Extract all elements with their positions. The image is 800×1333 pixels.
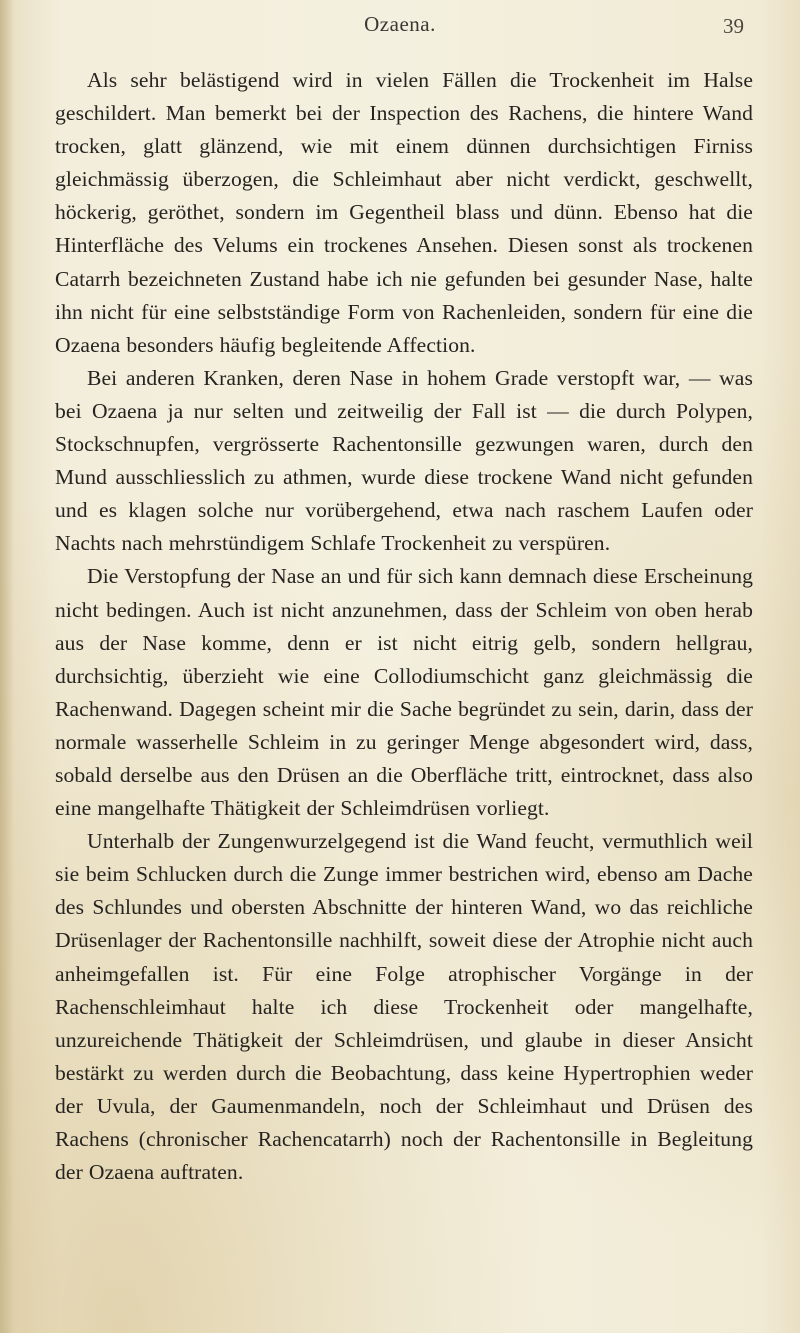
running-title: Ozaena.: [364, 12, 436, 36]
paragraph-3: Die Verstopfung der Nase an und für sich kann demnach diese Erscheinung nicht bedingen. Auch ist nicht anzunehmen, dass der Schleim von oben herab aus der Nase komme, denn er ist nicht eitrig gelb, sondern hellgrau, durchsichtig, überzieht wie eine Collodiumschicht ganz gleichmässig die Rachenwand. Dagegen scheint mir die Sache begründet zu sein, darin, dass der normale wasserhelle Schleim in zu geringer Menge abgesondert wird, dass, sobald derselbe aus den Drüsen an die Oberfläche tritt, eintrocknet, dass also eine mangelhafte Thätigkeit der Schleimdrüsen vorliegt.: [55, 564, 753, 821]
page-number: 39: [723, 14, 744, 38]
body-text: [55, 64, 753, 1189]
paragraph-2: Bei anderen Kranken, deren Nase in hohem Grade verstopft war, — was bei Ozaena ja nur selten und zeitweilig der Fall ist — die durch Polypen, Stockschnupfen, vergrösserte Rachentonsille gezwungen waren, durch den Mund ausschliesslich zu athmen, wurde diese trockene Wand nicht gefunden und es klagen solche nur vorübergehend, etwa nach raschem Laufen oder Nachts nach mehrstündigem Schlafe Trockenheit zu verspüren.: [55, 365, 753, 556]
paragraph-1: Als sehr belästigend wird in vielen Fällen die Trockenheit im Halse geschildert. Man bemerkt bei der Inspection des Rachens, die hintere Wand trocken, glatt glänzend, wie mit einem dünnen durchsichtigen Firniss gleichmässig überzogen, die Schleimhaut aber nicht verdickt, geschwellt, höckerig, geröthet, sondern im Gegentheil blass und dünn. Ebenso hat die Hinterfläche des Velums ein trockenes Ansehen. Diesen sonst als trockenen Catarrh bezeichneten Zustand habe ich nie gefunden bei gesunder Nase, halte ihn nicht für eine selbstständige Form von Rachenleiden, sondern für eine die Ozaena besonders häufig begleitende Affection.: [55, 68, 753, 357]
page-binding-edge: [0, 0, 14, 1333]
paragraph-4: Unterhalb der Zungenwurzelgegend ist die Wand feucht, vermuthlich weil sie beim Schlucken durch die Zunge immer bestrichen wird, ebenso am Dache des Schlundes und obersten Abschnitte der hinteren Wand, wo das reichliche Drüsenlager der Rachentonsille nachhilft, soweit diese der Atrophie nicht auch anheimgefallen ist. Für eine Folge atrophischer Vorgänge in der Rachenschleimhaut halte ich diese Trockenheit oder mangelhafte, unzureichende Thätigkeit der Schleimdrüsen, und glaube in dieser Ansicht bestärkt zu werden durch die Beobachtung, dass keine Hypertrophien weder der Uvula, der Gaumenmandeln, noch der Schleimhaut und Drüsen des Rachens (chronischer Rachencatarrh) noch der Rachentonsille in Begleitung der Ozaena auftraten.: [55, 829, 753, 1185]
running-head: [0, 12, 800, 42]
